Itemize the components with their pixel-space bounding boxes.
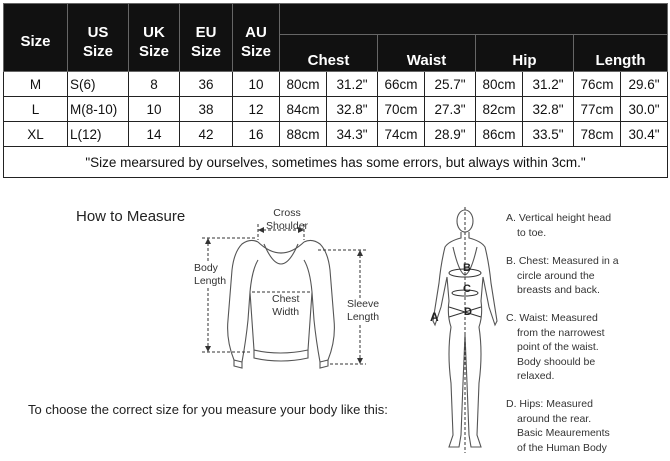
cell-length-cm: 78cm (574, 122, 621, 147)
cell-chest-in: 32.8" (327, 97, 378, 122)
header-waist: Waist (378, 35, 476, 72)
body-figure-diagram (425, 203, 505, 458)
measurement-note: "Size mearsured by ourselves, sometimes has some errors, but always within 3cm." (4, 147, 668, 178)
letter-d: D (464, 306, 472, 318)
table-row (4, 122, 668, 147)
cell-au: 16 (233, 122, 280, 147)
cell-eu: 42 (180, 122, 233, 147)
cell-chest-cm: 88cm (280, 122, 327, 147)
cell-us: L(12) (68, 122, 129, 147)
instruction-text: To choose the correct size for you measure your body like this: (28, 402, 388, 417)
cell-length-in: 30.4" (621, 122, 668, 147)
cell-au: 12 (233, 97, 280, 122)
cell-hip-cm: 82cm (476, 97, 523, 122)
sleeve-length-label: Sleeve Length (347, 298, 380, 323)
table-row (4, 97, 668, 122)
note-c: C. Waist: Measured from the narrowest point of the waist. Body shoould be relaxed. (506, 312, 605, 382)
cell-uk: 8 (129, 72, 180, 97)
cell-length-cm: 77cm (574, 97, 621, 122)
letter-a: A (430, 310, 439, 324)
letter-c: C (463, 283, 471, 295)
table-note-row (4, 147, 668, 178)
cell-size: L (4, 97, 68, 122)
cell-hip-cm: 80cm (476, 72, 523, 97)
cell-waist-in: 27.3" (425, 97, 476, 122)
cell-hip-in: 31.2" (523, 72, 574, 97)
cell-hip-in: 33.5" (523, 122, 574, 147)
chest-width-label: Chest Width (272, 293, 300, 318)
header-size: Size (4, 4, 68, 72)
note-b: B. Chest: Measured in a circle around the breasts and back. (506, 255, 619, 296)
cell-us: S(6) (68, 72, 129, 97)
cell-length-cm: 76cm (574, 72, 621, 97)
cell-hip-cm: 86cm (476, 122, 523, 147)
cell-chest-cm: 84cm (280, 97, 327, 122)
cell-waist-cm: 70cm (378, 97, 425, 122)
cell-eu: 36 (180, 72, 233, 97)
table-row (4, 72, 668, 97)
header-length: Length (574, 35, 668, 72)
cell-waist-cm: 66cm (378, 72, 425, 97)
cell-length-in: 30.0" (621, 97, 668, 122)
cross-shoulder-label: Cross Shoulder (266, 207, 309, 232)
cell-uk: 14 (129, 122, 180, 147)
cell-us: M(8-10) (68, 97, 129, 122)
note-d: D. Hips: Measured around the rear. Basic Meaurements of the Human Body (506, 398, 610, 454)
cell-size: M (4, 72, 68, 97)
header-hip: Hip (476, 35, 574, 72)
letter-b: B (463, 262, 471, 274)
header-eu-size: EU Size (180, 4, 233, 72)
cell-waist-in: 28.9" (425, 122, 476, 147)
cell-chest-in: 31.2" (327, 72, 378, 97)
cell-uk: 10 (129, 97, 180, 122)
header-chest: Chest (280, 35, 378, 72)
cell-waist-cm: 74cm (378, 122, 425, 147)
body-length-label: Body Length (194, 262, 227, 287)
cell-chest-cm: 80cm (280, 72, 327, 97)
how-to-measure-title: How to Measure (76, 208, 186, 225)
header-us-size: US Size (68, 4, 129, 72)
cell-hip-in: 32.8" (523, 97, 574, 122)
note-a: A. Vertical height head to toe. (506, 212, 612, 239)
header-uk-size: UK Size (129, 4, 180, 72)
cell-length-in: 29.6" (621, 72, 668, 97)
cell-size: XL (4, 122, 68, 147)
header-au-size: AU Size (233, 4, 280, 72)
cell-eu: 38 (180, 97, 233, 122)
cell-chest-in: 34.3" (327, 122, 378, 147)
size-chart-table (3, 3, 668, 178)
header-blank (280, 4, 668, 35)
cell-waist-in: 25.7" (425, 72, 476, 97)
cell-au: 10 (233, 72, 280, 97)
